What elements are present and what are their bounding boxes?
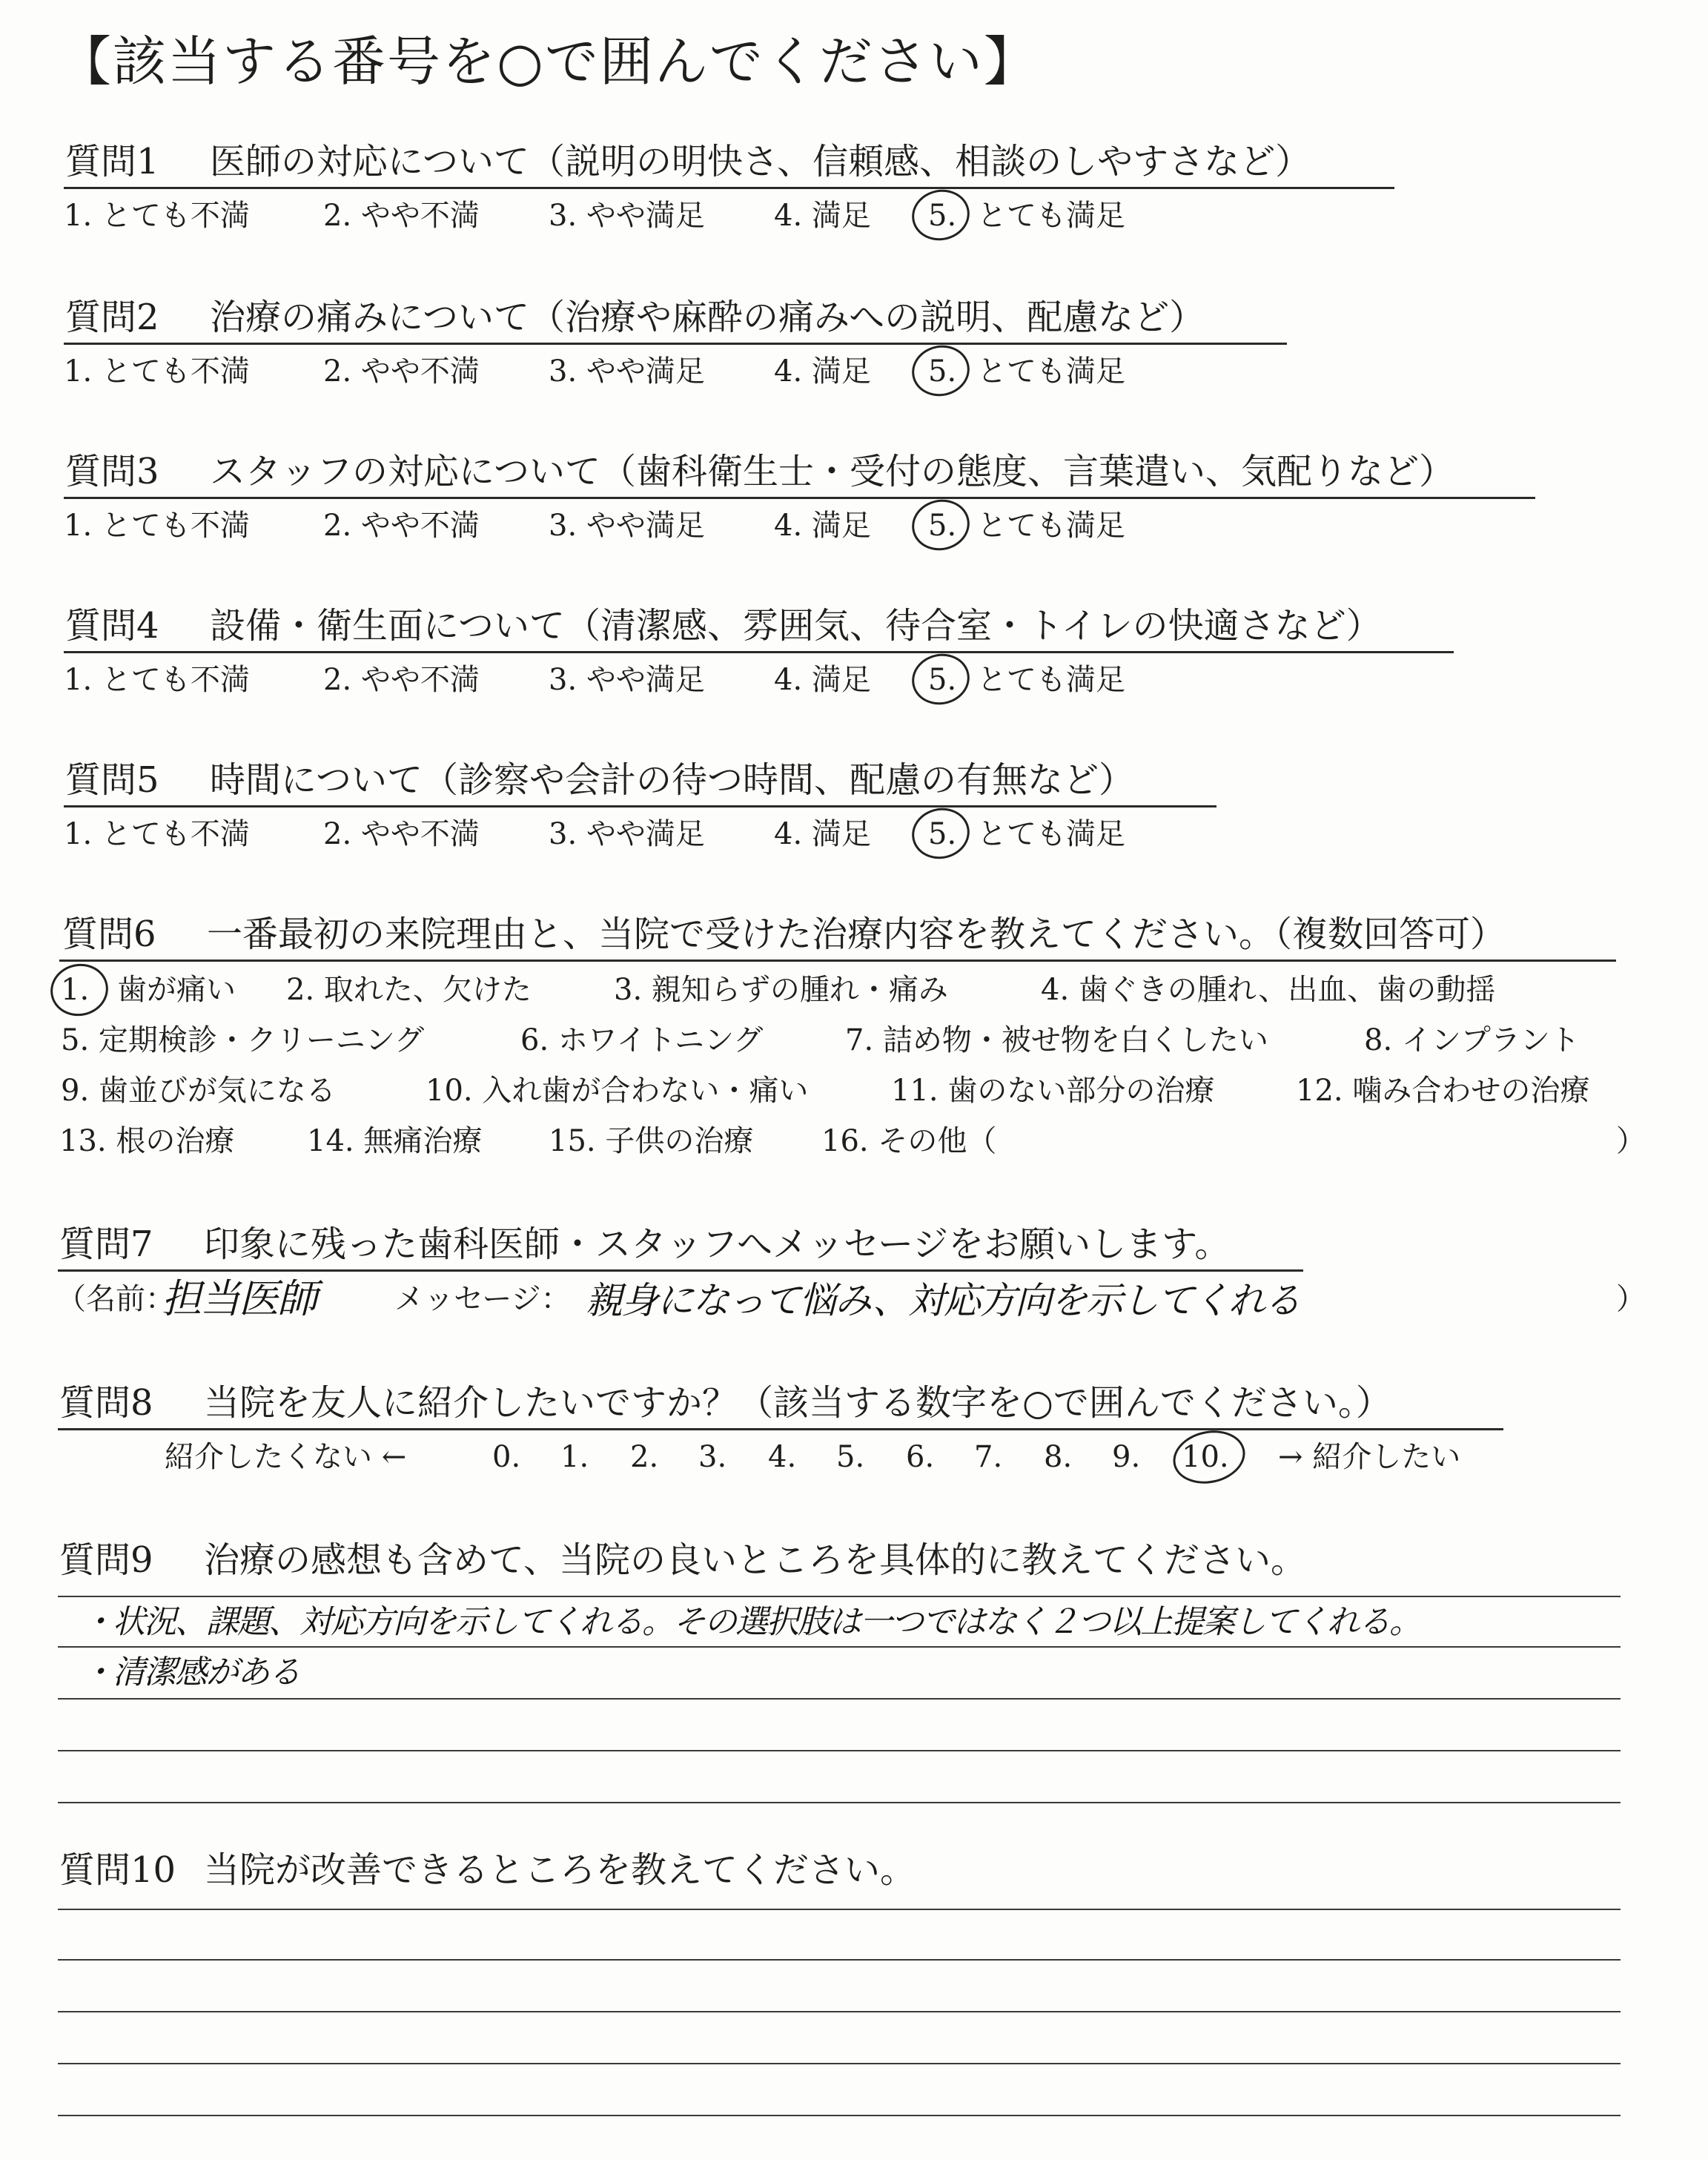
option-4[interactable]: 4. 満足 xyxy=(774,817,871,851)
option-2[interactable]: 2. やや不満 xyxy=(323,817,480,851)
question-2-underline xyxy=(64,343,1287,345)
q8-scale-10[interactable]: 10. xyxy=(1182,1440,1229,1474)
option-2[interactable]: 2. やや不満 xyxy=(323,199,480,233)
question-4-options xyxy=(0,658,1708,703)
q6-option-9[interactable]: 9. 歯並びが気になる xyxy=(61,1074,336,1108)
question-7-underline xyxy=(58,1269,1303,1272)
question-6-options xyxy=(0,968,1708,1169)
question-1-title: 質問1 医師の対応について（説明の明快さ、信頼感、相談のしやすさなど） xyxy=(65,141,1311,182)
question-3-options xyxy=(0,504,1708,549)
q7-name-label: （名前： xyxy=(56,1282,175,1316)
q8-left-label: 紹介したくない ← xyxy=(165,1440,407,1474)
q6-option-16-close: ） xyxy=(1616,1124,1646,1158)
q6-option-1[interactable]: 1. xyxy=(61,973,90,1007)
q9-answer-line-1[interactable]: ・状況、課題、対応方向を示してくれる。その選択肢は一つではなく２つ以上提案してくれる。 xyxy=(82,1603,1420,1641)
question-8-title: 質問8 当院を友人に紹介したいですか？（該当する数字を○で囲んでください。） xyxy=(59,1382,1391,1424)
q9-writing-line xyxy=(58,1802,1621,1803)
q6-option-8[interactable]: 8. インプラント xyxy=(1364,1023,1580,1057)
question-7-title: 質問7 印象に残った歯科医師・スタッフへメッセージをお願いします。 xyxy=(59,1223,1231,1265)
option-3[interactable]: 3. やや満足 xyxy=(549,354,705,389)
option-5-label: とても満足 xyxy=(977,817,1125,851)
option-4[interactable]: 4. 満足 xyxy=(774,663,871,697)
q8-scale-3[interactable]: 3. xyxy=(698,1440,727,1474)
option-5-label: とても満足 xyxy=(977,509,1125,543)
question-8-underline xyxy=(58,1428,1503,1430)
option-4[interactable]: 4. 満足 xyxy=(774,199,871,233)
question-6-underline xyxy=(59,960,1616,962)
option-5-label: とても満足 xyxy=(977,199,1125,233)
q8-scale-5[interactable]: 5. xyxy=(836,1440,865,1474)
question-5-options xyxy=(0,813,1708,857)
option-5-label: とても満足 xyxy=(977,663,1125,697)
option-1[interactable]: 1. とても不満 xyxy=(64,817,250,851)
question-1-underline xyxy=(64,187,1394,189)
option-4[interactable]: 4. 満足 xyxy=(774,354,871,389)
q7-close: ） xyxy=(1616,1282,1646,1316)
option-1[interactable]: 1. とても不満 xyxy=(64,199,250,233)
q8-scale-6[interactable]: 6. xyxy=(906,1440,935,1474)
question-5-title: 質問5 時間について（診察や会計の待つ時間、配慮の有無など） xyxy=(65,759,1135,801)
option-3[interactable]: 3. やや満足 xyxy=(549,663,705,697)
q8-right-label: → 紹介したい xyxy=(1278,1440,1461,1474)
q9-writing-line xyxy=(58,1646,1621,1648)
q6-option-14[interactable]: 14. 無痛治療 xyxy=(307,1124,483,1158)
question-10-title: 質問10 当院が改善できるところを教えてください。 xyxy=(59,1849,916,1891)
q10-writing-line xyxy=(58,1959,1621,1961)
q9-writing-line xyxy=(58,1596,1621,1597)
option-1[interactable]: 1. とても不満 xyxy=(64,663,250,697)
selection-circle-q8 xyxy=(1168,1424,1250,1490)
option-3[interactable]: 3. やや満足 xyxy=(549,509,705,543)
q9-writing-line xyxy=(58,1750,1621,1751)
q10-writing-line xyxy=(58,2115,1621,2116)
q6-option-4[interactable]: 4. 歯ぐきの腫れ、出血、歯の動揺 xyxy=(1041,973,1496,1007)
q6-option-15[interactable]: 15. 子供の治療 xyxy=(549,1124,754,1158)
q7-message-value[interactable]: 親身になって悩み、対応方向を示してくれる xyxy=(586,1279,1300,1322)
option-4[interactable]: 4. 満足 xyxy=(774,509,871,543)
option-5[interactable]: 5. xyxy=(928,509,957,543)
q10-writing-line xyxy=(58,2063,1621,2064)
q6-option-13[interactable]: 13. 根の治療 xyxy=(59,1124,235,1158)
question-5-underline xyxy=(64,805,1217,807)
option-5[interactable]: 5. xyxy=(928,199,957,233)
q6-option-10[interactable]: 10. 入れ歯が合わない・痛い xyxy=(426,1074,809,1108)
option-5[interactable]: 5. xyxy=(928,817,957,851)
question-3-title: 質問3 スタッフの対応について（歯科衛生士・受付の態度、言葉遣い、気配りなど） xyxy=(65,451,1455,492)
q7-name-value[interactable]: 担当医師 xyxy=(162,1275,316,1322)
q6-option-2[interactable]: 2. 取れた、欠けた xyxy=(286,973,532,1007)
question-2-title: 質問2 治療の痛みについて（治療や麻酔の痛みへの説明、配慮など） xyxy=(65,297,1205,338)
q8-scale-4[interactable]: 4. xyxy=(768,1440,797,1474)
q8-scale xyxy=(0,1436,1708,1480)
q9-writing-line xyxy=(58,1698,1621,1700)
q8-scale-7[interactable]: 7. xyxy=(974,1440,1003,1474)
q6-option-7[interactable]: 7. 詰め物・被せ物を白くしたい xyxy=(845,1023,1268,1057)
option-5-label: とても満足 xyxy=(977,354,1125,389)
option-2[interactable]: 2. やや不満 xyxy=(323,354,480,389)
q8-scale-0[interactable]: 0. xyxy=(492,1440,521,1474)
q7-message-label: メッセージ： xyxy=(394,1282,571,1316)
q6-option-16[interactable]: 16. その他（ xyxy=(821,1124,997,1158)
q6-option-5[interactable]: 5. 定期検診・クリーニング xyxy=(61,1023,425,1057)
q6-option-1-label: 歯が痛い xyxy=(117,973,236,1007)
q6-option-12[interactable]: 12. 噛み合わせの治療 xyxy=(1296,1074,1590,1108)
question-9-title: 質問9 治療の感想も含めて、当院の良いところを具体的に教えてください。 xyxy=(59,1539,1307,1581)
q8-scale-8[interactable]: 8. xyxy=(1044,1440,1073,1474)
option-3[interactable]: 3. やや満足 xyxy=(549,817,705,851)
q8-scale-2[interactable]: 2. xyxy=(630,1440,659,1474)
option-1[interactable]: 1. とても不満 xyxy=(64,354,250,389)
q6-option-11[interactable]: 11. 歯のない部分の治療 xyxy=(891,1074,1215,1108)
question-3-underline xyxy=(64,497,1535,499)
option-1[interactable]: 1. とても不満 xyxy=(64,509,250,543)
question-4-underline xyxy=(64,651,1454,653)
q10-writing-line xyxy=(58,1909,1621,1910)
q10-writing-line xyxy=(58,2011,1621,2012)
option-2[interactable]: 2. やや不満 xyxy=(323,509,480,543)
option-5[interactable]: 5. xyxy=(928,663,957,697)
q6-option-3[interactable]: 3. 親知らずの腫れ・痛み xyxy=(614,973,948,1007)
question-2-options xyxy=(0,350,1708,394)
q8-scale-9[interactable]: 9. xyxy=(1112,1440,1141,1474)
page-title: 【該当する番号を○で囲んでください】 xyxy=(58,30,1039,93)
option-3[interactable]: 3. やや満足 xyxy=(549,199,705,233)
question-1-options xyxy=(0,194,1708,239)
question-6-title: 質問6 一番最初の来院理由と、当院で受けた治療内容を教えてください。（複数回答可） xyxy=(62,914,1506,955)
q9-answer-line-2[interactable]: ・清潔感がある xyxy=(82,1654,299,1691)
q6-option-6[interactable]: 6. ホワイトニング xyxy=(520,1023,764,1057)
option-2[interactable]: 2. やや不満 xyxy=(323,663,480,697)
option-5[interactable]: 5. xyxy=(928,354,957,389)
q8-scale-1[interactable]: 1. xyxy=(560,1440,589,1474)
question-4-title: 質問4 設備・衛生面について（清潔感、雰囲気、待合室・トイレの快適さなど） xyxy=(65,605,1382,647)
